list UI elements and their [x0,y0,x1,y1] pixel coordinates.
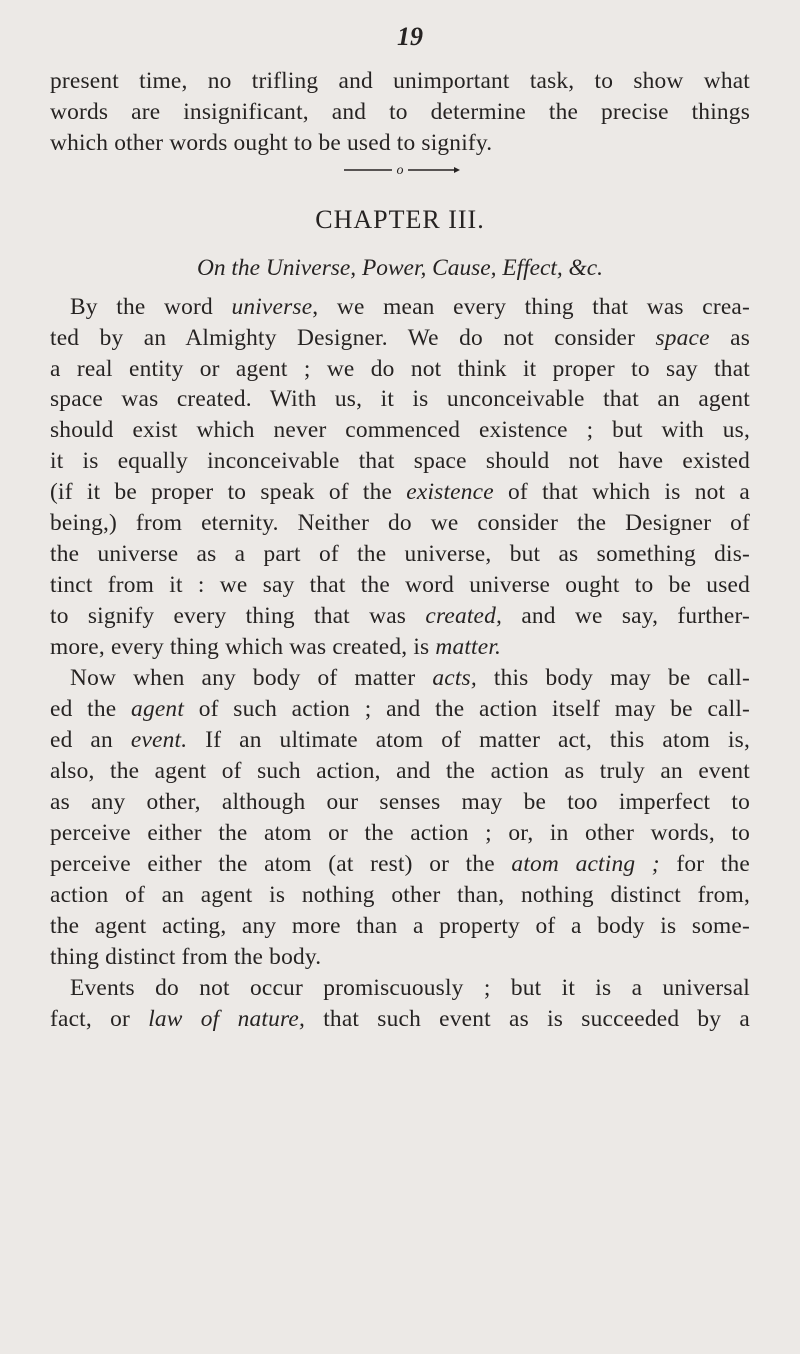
text-run: being,) from eternity. Neither do we consider the Designer of [50,510,750,536]
body-line [50,636,501,659]
text-run: for the [659,851,750,877]
emphasized-term: law of nature, [148,1006,306,1032]
text-run: action of an agent is nothing other than, nothing distinct from, [50,882,750,908]
body-line [50,481,750,504]
text-run: it is equally inconceivable that space should not have existed [50,448,750,474]
text-run: as [709,325,750,351]
text-run: a real entity or agent ; we do not think it proper to say that [50,356,750,382]
emphasized-term: matter. [435,634,502,660]
text-run: If an ultimate atom of matter act, this atom is, [187,727,750,753]
body-line [50,853,750,876]
text-run: Events do not occur promiscuously ; but it is a universal [70,975,750,1001]
body-line [50,574,750,597]
body-line [70,296,750,319]
body-line [50,884,750,907]
text-run: also, the agent of such action, and the action as truly an event [50,758,750,784]
text-run: as any other, although our senses may be too imperfect to [50,789,750,815]
body-line [50,946,321,969]
body-line [50,543,750,566]
text-run: more, every thing which was created, is [50,634,436,660]
text-run: this body may be call- [476,665,750,691]
body-line [50,358,750,381]
text-run: ted by an Almighty Designer. We do not consider [50,325,656,351]
emphasized-term: universe [231,294,313,320]
intro-line-2: words are insignificant, and to determine the precise things [50,99,750,125]
text-run: perceive either the atom (at rest) or the [50,851,512,877]
body-line [50,698,750,721]
text-run: space was created. With us, it is unconceivable that an agent [50,386,750,412]
emphasized-term: space [655,325,710,351]
text-run: ed an [50,727,131,753]
text-run: that such event as is succeeded by a [305,1006,750,1032]
emphasized-term: acts, [432,665,477,691]
body-line [50,512,750,535]
body-line [50,1008,750,1031]
text-run: should exist which never commenced existence ; but with us, [50,417,750,443]
text-run: of such action ; and the action itself may be call- [184,696,751,722]
body-line [50,327,750,350]
body-line [50,822,750,845]
body-line [70,667,750,690]
text-run: tinct from it : we say that the word universe ought to be used [50,572,750,598]
text-run: Now when any body of matter [70,665,433,691]
body-line [50,419,750,442]
body-line [50,729,750,752]
text-run: , we mean every thing that was crea- [312,294,750,320]
body-line [70,977,750,1000]
body-line [50,915,750,938]
divider-ornament [340,160,460,180]
text-run: By the word [70,294,232,320]
chapter-subtitle: On the Universe, Power, Cause, Effect, &c. [196,255,603,281]
body-line [50,450,750,473]
emphasized-term: agent [131,696,185,722]
emphasized-term: event. [130,727,188,753]
emphasized-term: atom acting ; [511,851,660,877]
emphasized-term: existence [406,479,494,505]
body-line [50,388,750,411]
intro-line-3: which other words ought to be used to signify. [50,130,493,156]
text-run: fact, or [50,1006,149,1032]
text-run: and we say, further- [502,603,750,629]
text-run: the universe as a part of the universe, but as something dis- [50,541,750,567]
page-number: 19 [397,22,423,51]
emphasized-term: created, [425,603,503,629]
text-run: ed the [50,696,132,722]
text-run: perceive either the atom or the action ; or, in other words, to [50,820,750,846]
body-line [50,760,750,783]
body-line [50,605,750,628]
text-run: the agent acting, any more than a property of a body is some- [50,913,750,939]
chapter-title: CHAPTER III. [315,205,485,234]
section-divider [340,160,460,180]
text-run: (if it be proper to speak of the [50,479,407,505]
divider-glyph: o [396,163,404,178]
text-run: to signify every thing that was [50,603,426,629]
text-run: of that which is not a [493,479,750,505]
intro-line-1: present time, no trifling and unimportant task, to show what [50,68,750,94]
body-line [50,791,750,814]
text-run: thing distinct from the body. [50,944,322,970]
